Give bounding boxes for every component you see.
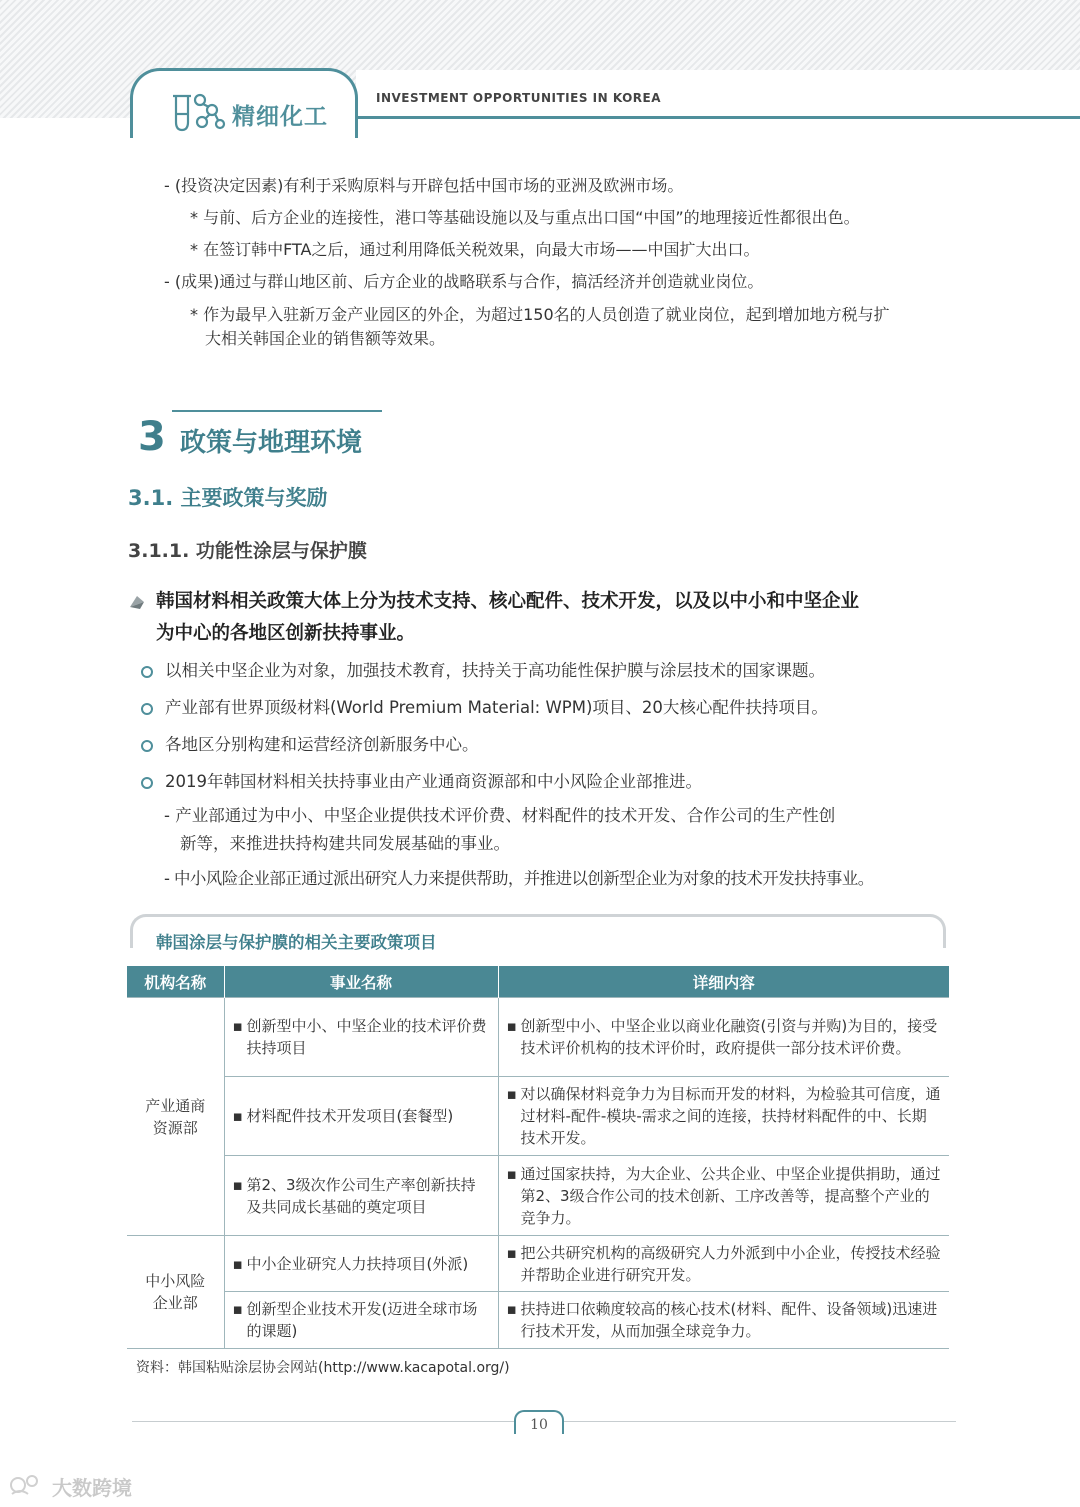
- bullet-text: 2019年韩国材料相关扶持事业由产业通商资源部和中小风险企业部推进。: [165, 772, 702, 791]
- bullet-text: 各地区分别构建和运营经济创新服务中心。: [165, 735, 479, 754]
- org-cell: [127, 1236, 224, 1349]
- chemistry-icon: [168, 88, 228, 134]
- org-name: 产业通商 资源部: [145, 1096, 206, 1137]
- circle-bullet-icon: [141, 740, 153, 752]
- table-source: 资料：韩国粘贴涂层协会网站(http://www.kacapotal.org/): [136, 1360, 510, 1376]
- sub-bullet-text: - 产业部通过为中小、中坚企业提供技术评价费、材料配件的技术开发、合作公司的生产性创: [164, 806, 836, 825]
- detail-text: 通过国家扶持，为大企业、公共企业、中坚企业提供捐助，通过第2、3级合作公司的技术创新、工序改善等，提高整个产业的竞争力。: [520, 1164, 941, 1227]
- intro-line: * 在签订韩中FTA之后，通过利用降低关税效果，向最大市场——中国扩大出口。: [190, 240, 760, 259]
- org-name: 中小风险 企业部: [145, 1272, 206, 1312]
- detail-text: 把公共研究机构的高级研究人力外派到中小企业，传授技术经验并帮助企业进行研究开发。: [520, 1243, 941, 1284]
- circle-bullet-icon: [141, 703, 153, 715]
- intro-line: 大相关韩国企业的销售额等效果。: [205, 329, 446, 348]
- detail-cell: ▪ 对以确保材料竞争力为目标而开发的材料，为检验其可信度，通过材料-配件-模块-需求之间的连接，扶持材料配件的中、长期技术开发。: [498, 1077, 949, 1156]
- page-number: 10: [530, 1417, 548, 1433]
- project-name: 材料配件技术开发项目(套餐型): [246, 1107, 454, 1125]
- subsubsection-title: 3.1.1. 功能性涂层与保护膜: [128, 540, 367, 562]
- circle-bullet-icon: [141, 777, 153, 789]
- lead-text: 为中心的各地区创新扶持事业。: [156, 623, 416, 644]
- detail-text: 扶持进口依赖度较高的核心技术(材料、配件、设备领域)迅速进行技术开发，从而加强全球竞争力。: [520, 1300, 938, 1340]
- subsection-title: 3.1. 主要政策与奖励: [128, 486, 328, 510]
- project-name: 第2、3级次作公司生产率创新扶持及共同成长基础的奠定项目: [246, 1175, 476, 1216]
- sub-bullet-text: 新等，来推进扶持构建共同发展基础的事业。: [180, 834, 510, 853]
- bullet-text: 产业部有世界顶级材料(World Premium Material: WPM)项目、20大核心配件扶持项目。: [165, 698, 828, 717]
- project-cell: ▪ 材料配件技术开发项目(套餐型): [224, 1077, 498, 1156]
- intro-line: - (成果)通过与群山地区前、后方企业的战略联系与合作，搞活经济并创造就业岗位。: [164, 272, 764, 291]
- lead-bullet-icon: [128, 593, 146, 611]
- watermark-text: 大数跨境: [52, 1476, 132, 1500]
- table-row: [127, 1156, 949, 1236]
- table-header-row: [127, 966, 949, 998]
- table-row: [127, 1292, 949, 1349]
- header-detail: 详细内容: [498, 966, 949, 998]
- detail-cell: ▪ 扶持进口依赖度较高的核心技术(材料、配件、设备领域)迅速进行技术开发，从而加强全球竞争力。: [498, 1292, 949, 1349]
- header-project: 事业名称: [224, 966, 498, 998]
- project-name: 中小企业研究人力扶持项目(外派): [246, 1254, 469, 1273]
- section-number: 3: [138, 414, 166, 460]
- table-row: [127, 998, 949, 1077]
- detail-text: 创新型中小、中坚企业以商业化融资(引资与并购)为目的，接受技术评价机构的技术评价时，政府提供一部分技术评价费。: [520, 1017, 938, 1057]
- detail-cell: ▪ 把公共研究机构的高级研究人力外派到中小企业，传授技术经验并帮助企业进行研究开发。: [498, 1236, 949, 1292]
- bullet-text: 以相关中坚企业为对象，加强技术教育，扶持关于高功能性保护膜与涂层技术的国家课题。: [165, 661, 825, 680]
- header-rule: [356, 116, 1080, 119]
- table-row: [127, 1077, 949, 1156]
- sub-bullet-text: - 中小风险企业部正通过派出研究人力来提供帮助，并推进以创新型企业为对象的技术开发扶持事业。: [164, 869, 874, 888]
- org-cell: [127, 998, 224, 1236]
- section-rule: [172, 410, 382, 412]
- project-cell: ▪ 中小企业研究人力扶持项目(外派): [224, 1236, 498, 1292]
- header-subtitle: INVESTMENT OPPORTUNITIES IN KOREA: [376, 91, 662, 105]
- policy-table: [127, 966, 949, 1349]
- watermark-logo-icon: [8, 1472, 52, 1498]
- table-title: 韩国涂层与保护膜的相关主要政策项目: [156, 933, 437, 952]
- intro-line: - (投资决定因素)有利于采购原料与开辟包括中国市场的亚洲及欧洲市场。: [164, 176, 684, 195]
- project-name: 创新型中小、中坚企业的技术评价费扶持项目: [246, 1017, 487, 1057]
- intro-line: * 作为最早入驻新万金产业园区的外企，为超过150名的人员创造了就业岗位，起到增加地方税与扩: [190, 305, 890, 324]
- project-cell: ▪ 第2、3级次作公司生产率创新扶持及共同成长基础的奠定项目: [224, 1156, 498, 1236]
- project-name: 创新型企业技术开发(迈进全球市场的课题): [246, 1300, 478, 1340]
- detail-text: 对以确保材料竞争力为目标而开发的材料，为检验其可信度，通过材料-配件-模块-需求之间的连接，扶持材料配件的中、长期技术开发。: [520, 1085, 941, 1147]
- header-org: 机构名称: [127, 966, 224, 998]
- table-row: [127, 1236, 949, 1292]
- section-title: 政策与地理环境: [180, 428, 363, 458]
- section-label: 精细化工: [232, 104, 328, 130]
- intro-line: * 与前、后方企业的连接性，港口等基础设施以及与重点出口国“中国”的地理接近性都很出色。: [190, 208, 860, 227]
- project-cell: ▪ 创新型企业技术开发(迈进全球市场的课题): [224, 1292, 498, 1349]
- project-cell: ▪ 创新型中小、中坚企业的技术评价费扶持项目: [224, 998, 498, 1077]
- lead-text: 韩国材料相关政策大体上分为技术支持、核心配件、技术开发，以及以中小和中坚企业: [156, 591, 860, 612]
- circle-bullet-icon: [141, 666, 153, 678]
- detail-cell: ▪ 通过国家扶持，为大企业、公共企业、中坚企业提供捐助，通过第2、3级合作公司的技术创新、工序改善等，提高整个产业的竞争力。: [498, 1156, 949, 1236]
- detail-cell: ▪ 创新型中小、中坚企业以商业化融资(引资与并购)为目的，接受技术评价机构的技术评价时，政府提供一部分技术评价费。: [498, 998, 949, 1077]
